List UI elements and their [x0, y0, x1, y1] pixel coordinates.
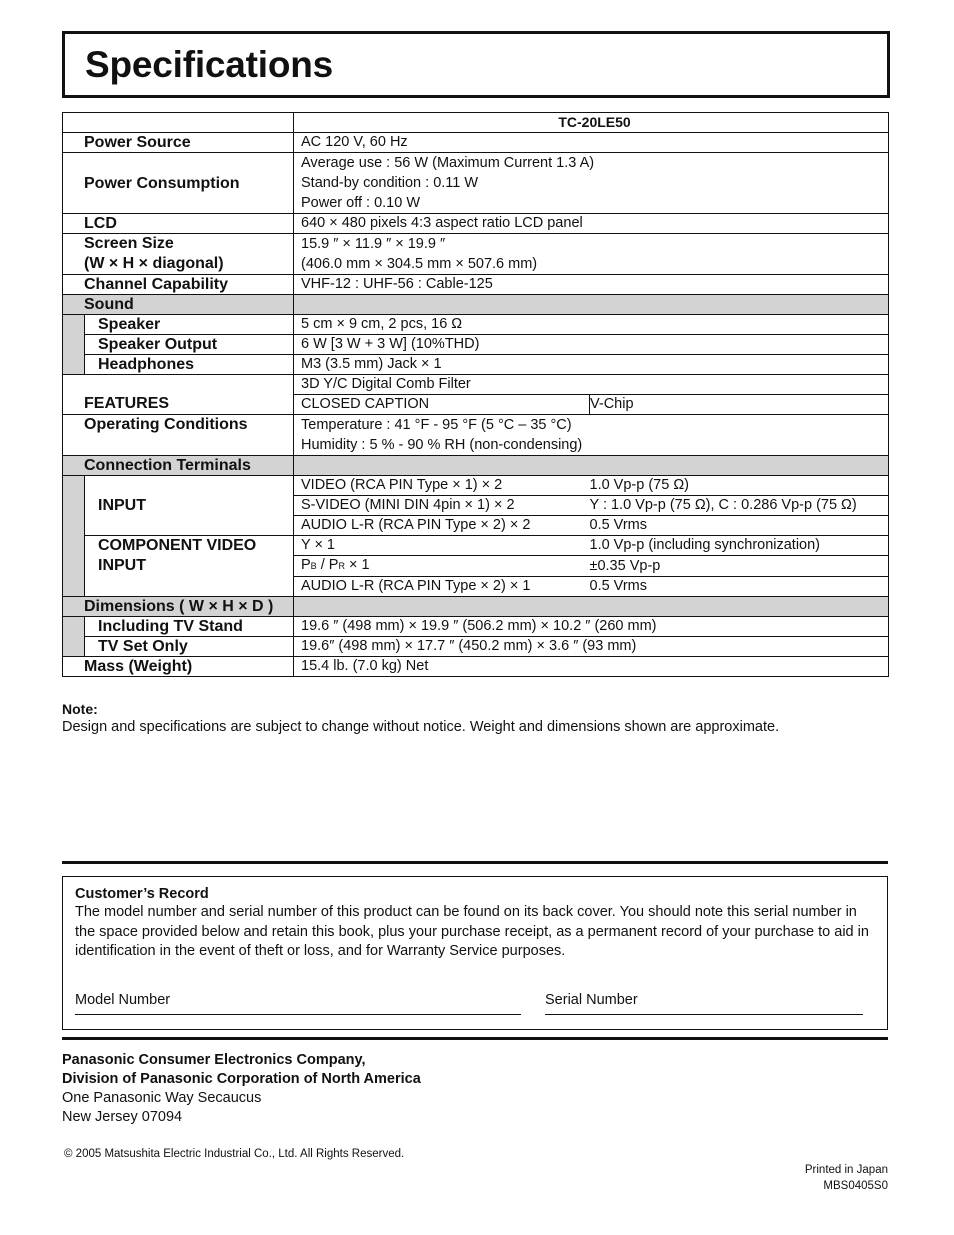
row-mass: [63, 657, 889, 677]
sound-label: Sound: [63, 295, 294, 315]
table-header-row: [63, 113, 889, 133]
pbpr-end: × 1: [344, 557, 370, 573]
serial-number-line[interactable]: [545, 1014, 863, 1015]
power-consumption-average: Average use : 56 W (Maximum Current 1.3 A): [301, 155, 595, 171]
component-pbpr-value: ±0.35 Vp-p: [590, 556, 889, 577]
pbpr-p1: P: [301, 557, 311, 573]
row-features-1: [63, 375, 889, 395]
pbpr-mid: / P: [316, 557, 339, 573]
sound-header-blank: [294, 295, 889, 315]
customer-record-text: The model number and serial number of this product can be found on its back cover. You should note this serial number in the space provided below and retain this book, plus your purchase receipt, as a permanent record of your purchase to aid in identification in the event of theft or loss, and for Warranty Service purposes.: [75, 904, 869, 959]
row-headphones: [63, 355, 889, 375]
row-input-video: [63, 476, 889, 496]
dimensions-label: Dimensions ( W × H × D ): [63, 597, 294, 617]
copyright: © 2005 Matsushita Electric Industrial Co., Ltd. All Rights Reserved.: [64, 1148, 405, 1160]
printed-in: Printed in Japan: [804, 1164, 888, 1176]
screen-size-label-1: Screen Size: [84, 235, 174, 252]
model-number: TC-20LE50: [294, 113, 889, 133]
speaker-output-label: Speaker Output: [85, 335, 294, 355]
row-lcd: [63, 214, 889, 234]
power-source-value: AC 120 V, 60 Hz: [294, 133, 889, 153]
sound-indent-bar: [63, 315, 85, 375]
row-operating-conditions: [63, 415, 889, 456]
model-number-label: Model Number: [75, 992, 171, 1008]
mass-value: 15.4 lb. (7.0 kg) Net: [294, 657, 889, 677]
input-svideo-name: S-VIDEO (MINI DIN 4pin × 1) × 2: [294, 496, 590, 516]
row-speaker: [63, 315, 889, 335]
component-pbpr-name: [294, 556, 590, 577]
component-audio-value: 0.5 Vrms: [590, 577, 889, 597]
company-address: [62, 1051, 421, 1127]
row-including-stand: [63, 617, 889, 637]
serial-number-label: Serial Number: [545, 992, 638, 1008]
document-code: MBS0405S0: [823, 1180, 888, 1192]
model-number-line[interactable]: [75, 1014, 521, 1015]
component-label-1: COMPONENT VIDEO: [98, 537, 257, 554]
pbpr-sub-b: B: [310, 561, 317, 571]
operating-humidity: Humidity : 5 % - 90 % RH (non-condensing): [301, 437, 583, 453]
features-label: FEATURES: [63, 375, 294, 415]
features-comb-filter: 3D Y/C Digital Comb Filter: [294, 375, 889, 395]
component-label-2: INPUT: [98, 557, 146, 574]
speaker-label: Speaker: [85, 315, 294, 335]
features-vchip: V-Chip: [590, 395, 889, 415]
channel-capability-value: VHF-12 : UHF-56 : Cable-125: [294, 275, 889, 295]
connection-terminals-blank: [294, 456, 889, 476]
company-state: New Jersey 07094: [62, 1109, 183, 1125]
input-label: INPUT: [85, 476, 294, 536]
including-stand-value: 19.6 ″ (498 mm) × 19.9 ″ (506.2 mm) × 10.2 ″ (260 mm): [294, 617, 889, 637]
operating-temperature: Temperature : 41 °F - 95 °F (5 °C – 35 °C): [301, 417, 572, 433]
power-consumption-label: Power Consumption: [63, 153, 294, 214]
row-sound-header: [63, 295, 889, 315]
title-box: [62, 31, 890, 98]
row-power-consumption: [63, 153, 889, 214]
note-heading: Note:: [62, 701, 98, 717]
row-screen-size: [63, 234, 889, 275]
header-blank: [63, 113, 294, 133]
row-power-source: [63, 133, 889, 153]
mass-label: Mass (Weight): [63, 657, 294, 677]
page-title: Specifications: [85, 44, 334, 85]
screen-size-label: [63, 234, 294, 275]
headphones-label: Headphones: [85, 355, 294, 375]
input-video-name: VIDEO (RCA PIN Type × 1) × 2: [294, 476, 590, 496]
specifications-table: [62, 112, 889, 677]
features-closed-caption: CLOSED CAPTION: [294, 395, 590, 415]
speaker-value: 5 cm × 9 cm, 2 pcs, 16 Ω: [294, 315, 889, 335]
row-connection-terminals-header: [63, 456, 889, 476]
component-input-label: [85, 536, 294, 597]
screen-size-mm: (406.0 mm × 304.5 mm × 507.6 mm): [301, 256, 538, 272]
pbpr-sub-r: R: [338, 561, 345, 571]
lcd-label: LCD: [63, 214, 294, 234]
input-audio-value: 0.5 Vrms: [590, 516, 889, 536]
power-consumption-value: [294, 153, 889, 214]
dimensions-blank: [294, 597, 889, 617]
speaker-output-value: 6 W [3 W + 3 W] (10%THD): [294, 335, 889, 355]
company-name: Panasonic Consumer Electronics Company,: [62, 1052, 366, 1068]
component-y-value: 1.0 Vp-p (including synchronization): [590, 536, 889, 556]
note-text: Design and specifications are subject to change without notice. Weight and dimensions shown are approximate.: [62, 719, 780, 735]
power-source-label: Power Source: [63, 133, 294, 153]
screen-size-inches: 15.9 ″ × 11.9 ″ × 19.9 ″: [301, 236, 446, 252]
lcd-value: 640 × 480 pixels 4:3 aspect ratio LCD panel: [294, 214, 889, 234]
input-video-value: 1.0 Vp-p (75 Ω): [590, 476, 889, 496]
connection-terminals-label: Connection Terminals: [63, 456, 294, 476]
set-only-label: TV Set Only: [85, 637, 294, 657]
operating-conditions-value: [294, 415, 889, 456]
screen-size-label-2: (W × H × diagonal): [84, 255, 224, 272]
row-dimensions-header: [63, 597, 889, 617]
row-component-y: [63, 536, 889, 556]
row-speaker-output: [63, 335, 889, 355]
power-consumption-standby: Stand-by condition : 0.11 W: [301, 175, 479, 191]
company-street: One Panasonic Way Secaucus: [62, 1090, 262, 1106]
dimensions-indent-bar: [63, 617, 85, 657]
input-audio-name: AUDIO L-R (RCA PIN Type × 2) × 2: [294, 516, 590, 536]
divider-top: [62, 861, 888, 864]
including-stand-label: Including TV Stand: [85, 617, 294, 637]
printed-info: [805, 1162, 888, 1194]
connection-indent-bar: [63, 476, 85, 597]
channel-capability-label: Channel Capability: [63, 275, 294, 295]
power-consumption-off: Power off : 0.10 W: [301, 195, 421, 211]
component-y-name: Y × 1: [294, 536, 590, 556]
headphones-value: M3 (3.5 mm) Jack × 1: [294, 355, 889, 375]
input-svideo-value: Y : 1.0 Vp-p (75 Ω), C : 0.286 Vp-p (75 Ω): [590, 496, 889, 516]
row-channel-capability: [63, 275, 889, 295]
row-set-only: [63, 637, 889, 657]
divider-bottom: [62, 1037, 888, 1040]
component-audio-name: AUDIO L-R (RCA PIN Type × 2) × 1: [294, 577, 590, 597]
set-only-value: 19.6″ (498 mm) × 17.7 ″ (450.2 mm) × 3.6 ″ (93 mm): [294, 637, 889, 657]
company-division: Division of Panasonic Corporation of North America: [62, 1071, 421, 1087]
customer-record-heading: Customer’s Record: [75, 886, 209, 902]
operating-conditions-label: Operating Conditions: [63, 415, 294, 456]
screen-size-value: [294, 234, 889, 275]
